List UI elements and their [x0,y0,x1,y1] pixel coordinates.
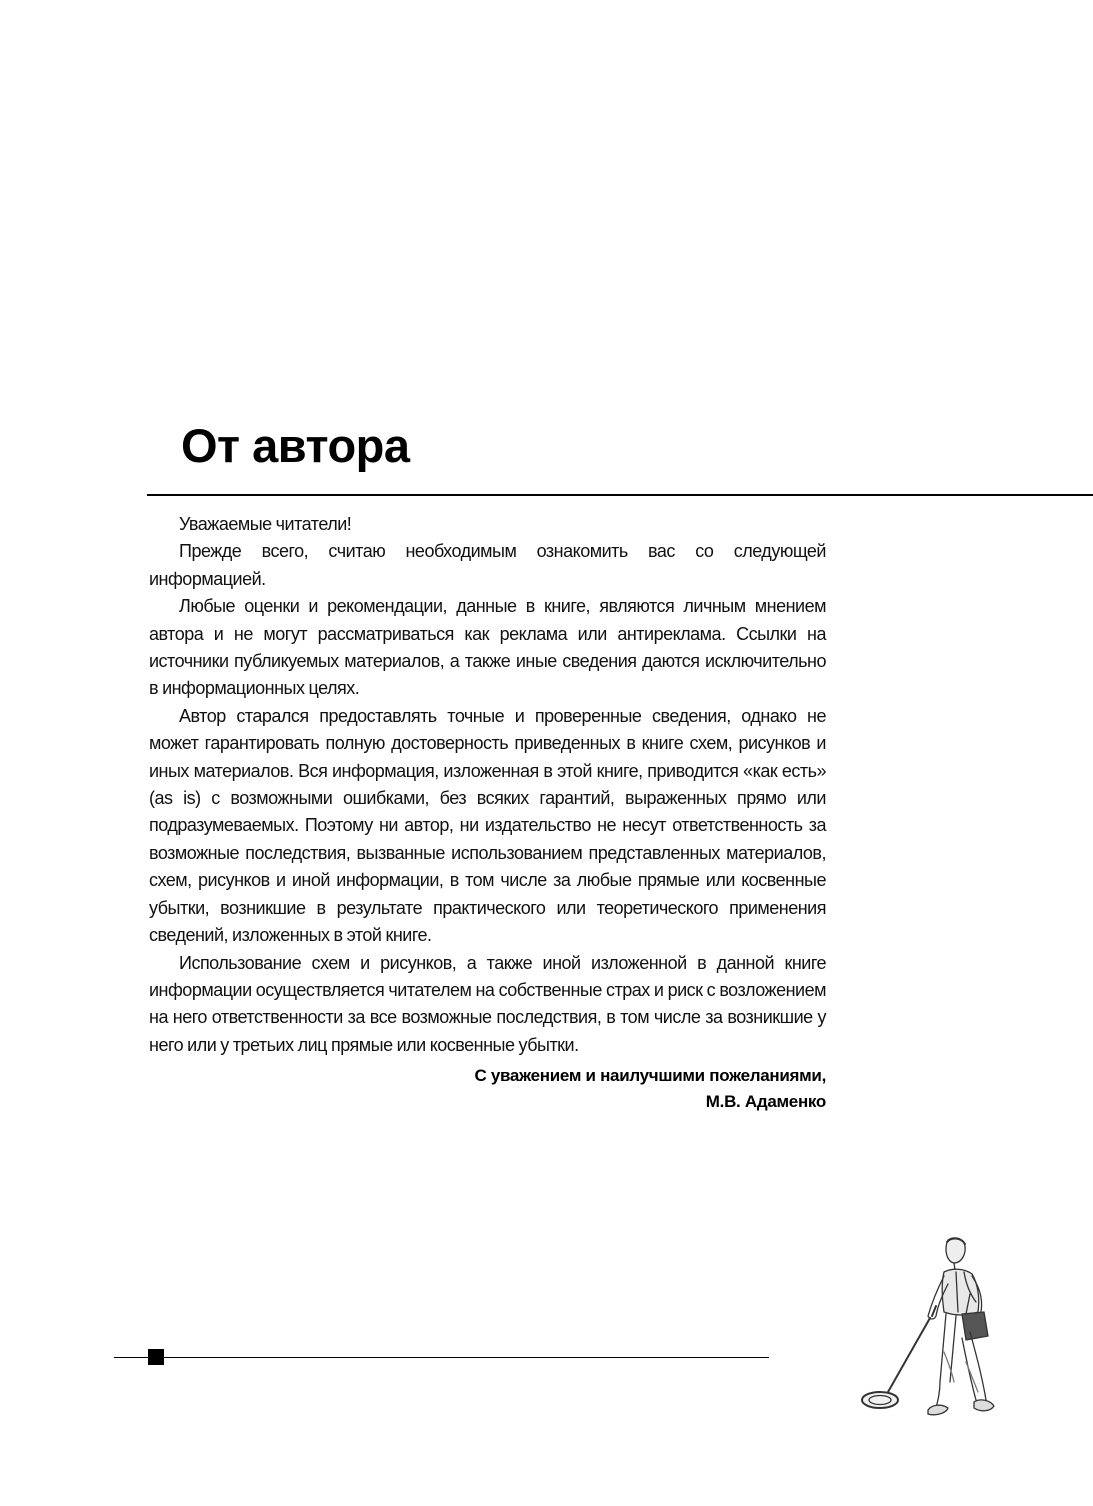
paragraph-greeting: Уважаемые читатели! [179,514,352,534]
paragraph-disclaimer: Автор старался предоставлять точные и проверенные сведения, однако не может гарантировать полную достоверность приведенных в книге схем, рисунков и иных материалов. Вся информация, изложенная в этой книге, приводится «как есть» (as is) с возможными ошибками, без всяких гарантий, выраженных прямо или подразумеваемых. Поэтому ни автор, ни издательство не несут ответственность за возможные последствия, вызванные использованием представленных материалов, схем, рисунков и иной информации, в том числе за любые прямые или косвенные убытки, возникшие в результате практического или теоретического применения сведений, изложенных в этой книге. [149,705,826,946]
chapter-title: От автора [181,419,410,472]
body-text [149,511,826,1059]
footer-divider [114,1357,769,1358]
paragraph-intro: Прежде всего, считаю необходимым ознакомить вас со следующей информацией. [149,541,826,589]
title-divider [147,494,1093,496]
signature-author: М.В. Адаменко [705,1092,826,1111]
signature [400,1063,826,1115]
footer-marker [148,1349,164,1365]
paragraph-responsibility: Использование схем и рисунков, а также иной изложенной в данной книге информации осуществляется читателем на собственные страх и риск с возложением на него ответственности за все возможные последствия, в том числе за возникшие у него или у третьих лиц прямые или косвенные убытки. [149,952,826,1055]
signature-regards: С уважением и наилучшими пожеланиями, [474,1066,826,1085]
metal-detector-person-icon [858,1232,1008,1422]
paragraph-opinions: Любые оценки и рекомендации, данные в книге, являются личным мнением автора и не могут рассматриваться как реклама или антиреклама. Ссылки на источники публикуемых материалов, а также иные сведения даются исключительно в информационных целях. [149,596,826,699]
